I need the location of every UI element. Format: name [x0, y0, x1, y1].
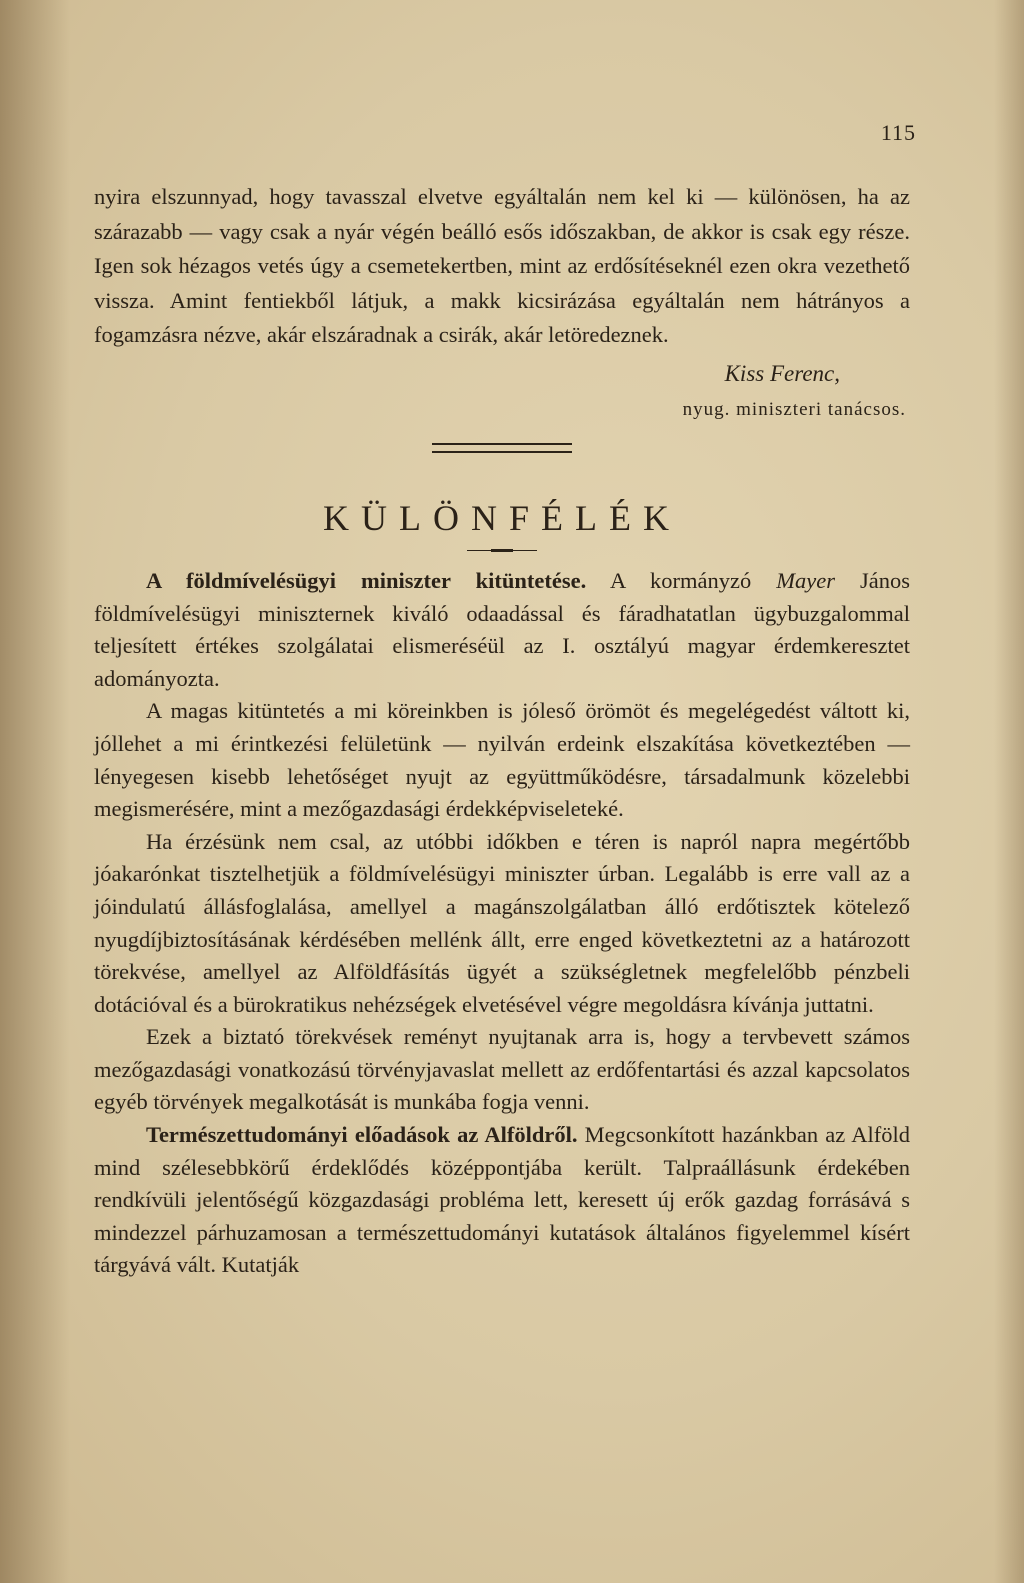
double-rule-divider — [432, 443, 572, 453]
signature-name: Kiss Ferenc, — [724, 360, 840, 386]
page-content — [94, 180, 910, 1282]
article1-paragraph2: A magas kitüntetés a mi köreinkben is jóleső örömöt és megelégedést váltott ki, jóllehet a mi érintkezési felületünk — nyilván erdeink elszakítása következtében — lényegesen kisebb lehetőséget nyujt az együttműködésre, társadalmunk közelebbi megismerésére, mint a mezőgazdasági érdekképviseleteké. — [94, 698, 910, 822]
article2-paragraph — [94, 1119, 910, 1282]
article1-name: Mayer — [776, 567, 835, 593]
article1-lead: A földmívelésügyi miniszter kitüntetése. — [146, 567, 587, 593]
opening-paragraph: nyira elszunnyad, hogy tavasszal elvetve egyáltalán nem kel ki — különösen, ha az szárazabb — vagy csak a nyár végén beálló esős időszakban, de akkor is csak egy része. Igen sok hézagos vetés úgy a csemetekertben, mint az erdősítéseknél ezen okra vezethető vissza. Amint fentiekből látjuk, a makk kicsirázása egyáltalán nem hátrányos a fogamzásra nézve, akár elszáradnak a csirák, akár letöredeznek. — [94, 184, 910, 348]
article1-paragraph1 — [94, 565, 910, 695]
article2-text: Megcsonkított hazánkban az Alföld mind szélesebbkörű érdeklődés középpontjába került. Talpraállásunk érdekében rendkívüli jelentőségű közgazdasági probléma lett, keresett új erők gazdag forrásává s mindezzel párhuzamosan a természettudományi kutatások általános figyelemmel kísért tárgyává vált. Kutatják — [94, 1122, 910, 1278]
article2-lead: Természettudományi előadások az Alföldről. — [146, 1122, 578, 1148]
article1-paragraph4: Ezek a biztató törekvések reményt nyujtanak arra is, hogy a tervbevett számos mezőgazdasági vonatkozású törvényjavaslat mellett az erdőfentartási és azzal kapcsolatos egyéb törvények megalkotását is munkába fogja venni. — [94, 1024, 910, 1115]
signature-title: nyug. miniszteri tanácsos. — [682, 398, 906, 420]
section-heading: KÜLÖNFÉLÉK — [323, 497, 681, 538]
ornament-divider — [467, 549, 537, 553]
article1-paragraph3: Ha érzésünk nem csal, az utóbbi időkben e téren is napról napra megértőbb jóakarónkat tisztelhetjük a földmívelésügyi miniszter úrban. Legalább is erre vall az a jóindulatú állásfoglalása, amellyel a magánszolgálatban álló erdőtisztek kötelező nyugdíjbiztosításának kérdésében mellénk állt, erre enged következtetni az a határozott törekvése, amellyel az Alföldfásítás ügyét a szükségletnek megfelelőbb pénzbeli dotációval és a bürokratikus nehézségek elvetésével végre megoldásra kívánja juttatni. — [94, 828, 910, 1017]
article1-text-b: János földmívelésügyi miniszternek kiváló odaadással és fáradhatatlan ügybuzgalommal teljesített értékes szolgálatai elismeréséül az I. osztályú magyar érdemkeresztet adományozta. — [94, 567, 910, 691]
page-number: 115 — [880, 120, 916, 145]
article1-text-a: A kormányzó — [586, 567, 777, 593]
